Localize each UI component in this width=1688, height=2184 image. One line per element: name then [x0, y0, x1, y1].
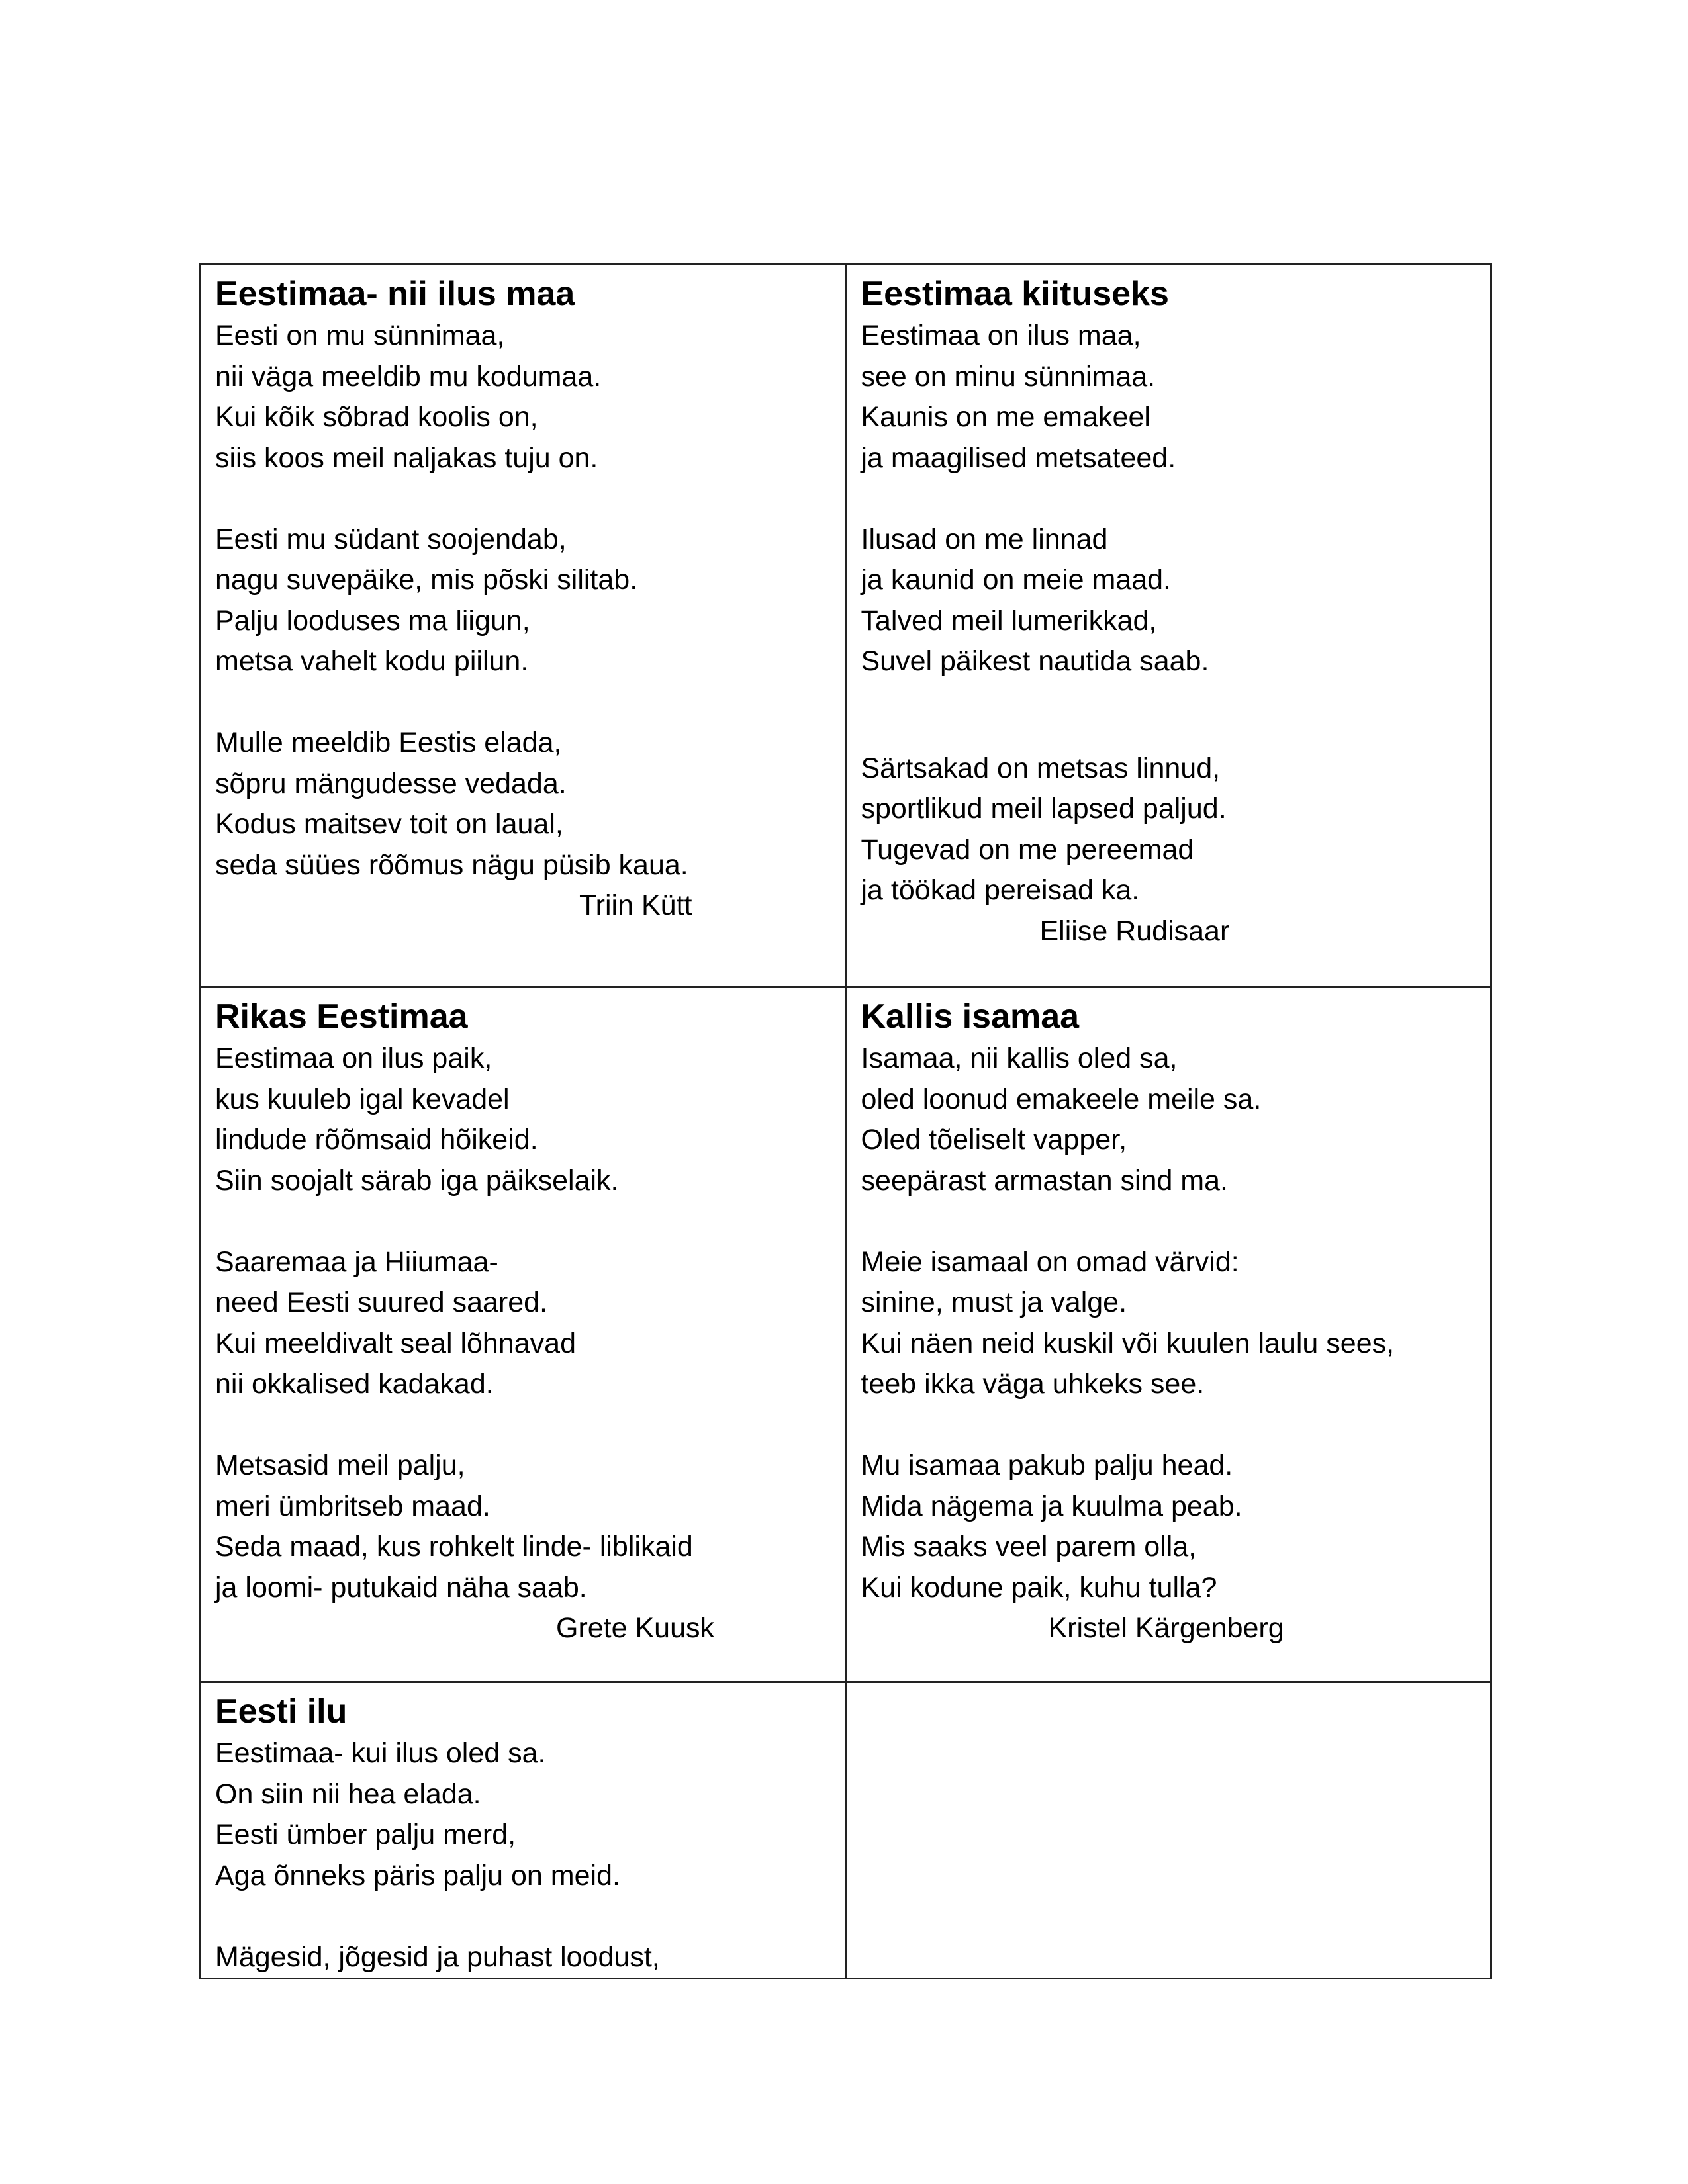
table-row	[200, 987, 1491, 1682]
poem-line: Eestimaa- kui ilus oled sa.	[215, 1737, 546, 1769]
poem-title: Kallis isamaa	[861, 997, 1080, 1036]
poem-title: Eestimaa kiituseks	[861, 275, 1169, 313]
poem-line: ja loomi- putukaid näha saab.	[215, 1571, 587, 1604]
poem-author: Grete Kuusk	[556, 1612, 714, 1644]
table-row	[200, 1682, 1491, 1979]
poem-line: Mis saaks veel parem olla,	[861, 1531, 1197, 1563]
poem-line: nagu suvepäike, mis põski silitab.	[215, 564, 638, 596]
poem-line: need Eesti suured saared.	[215, 1287, 547, 1318]
poem-line: Kui meeldivalt seal lõhnavad	[215, 1327, 576, 1359]
poem-line: Ilusad on me linnad	[861, 523, 1108, 555]
poem-cell	[200, 1682, 846, 1979]
poem-line: seepärast armastan sind ma.	[861, 1164, 1228, 1197]
poem-stanza	[215, 520, 830, 682]
poem-line: Tugevad on me pereemad	[861, 833, 1194, 866]
poem-stanza	[861, 316, 1476, 478]
poem-stanza	[215, 316, 830, 478]
poem-line: Metsasid meil palju,	[215, 1449, 465, 1481]
poem-title: Eesti ilu	[215, 1692, 348, 1731]
poem-line: Mu isamaa pakub palju head.	[861, 1449, 1233, 1481]
poem-line: Eesti mu südant soojendab,	[215, 523, 567, 555]
poem-line: Isamaa, nii kallis oled sa,	[861, 1042, 1178, 1074]
poem-author: Triin Kütt	[579, 889, 692, 921]
poem-line: Oled tõeliselt vapper,	[861, 1124, 1127, 1156]
poem-line: kus kuuleb igal kevadel	[215, 1083, 510, 1115]
poem-line: nii okkalised kadakad.	[215, 1368, 494, 1400]
poem-line: see on minu sünnimaa.	[861, 360, 1156, 392]
poem-line: ja maagilised metsateed.	[861, 441, 1176, 474]
poem-line: ja töökad pereisad ka.	[861, 874, 1140, 906]
poem-stanza	[215, 1038, 830, 1201]
poem-line: siis koos meil naljakas tuju on.	[215, 441, 598, 474]
poem-stanza	[215, 1445, 830, 1608]
poem-line: sinine, must ja valge.	[861, 1287, 1127, 1318]
poem-line: Kodus maitsev toit on laual,	[215, 808, 563, 840]
poem-line: Talved meil lumerikkad,	[861, 604, 1157, 637]
poem-stanza	[861, 1038, 1476, 1201]
poem-stanza	[215, 723, 830, 886]
poem-line: Palju looduses ma liigun,	[215, 604, 530, 637]
poem-stanza	[861, 749, 1476, 911]
table-row	[200, 265, 1491, 987]
poem-cell	[200, 987, 846, 1682]
poem-title: Eestimaa- nii ilus maa	[215, 275, 575, 313]
poem-stanza	[861, 1242, 1476, 1405]
poem-line: teeb ikka väga uhkeks see.	[861, 1368, 1205, 1400]
poem-author: Kristel Kärgenberg	[1048, 1612, 1284, 1644]
poem-line: Eestimaa on ilus paik,	[215, 1042, 492, 1074]
poem-cell	[845, 265, 1491, 987]
poem-line: Eestimaa on ilus maa,	[861, 320, 1141, 351]
poem-line: On siin nii hea elada.	[215, 1778, 481, 1810]
poem-line: Siin soojalt särab iga päikselaik.	[215, 1164, 619, 1197]
poem-line: Mida nägema ja kuulma peab.	[861, 1490, 1243, 1522]
poem-line: seda süües rõõmus nägu püsib kaua.	[215, 848, 688, 881]
poem-line: Kui kodune paik, kuhu tulla?	[861, 1571, 1217, 1604]
poem-line: meri ümbritseb maad.	[215, 1490, 491, 1522]
poem-line: Mulle meeldib Eestis elada,	[215, 727, 562, 758]
poem-line: Kui näen neid kuskil või kuulen laulu sees,	[861, 1327, 1395, 1359]
poems-table	[199, 263, 1492, 1979]
poem-stanza	[215, 1733, 830, 1896]
poem-line: Mägesid, jõgesid ja puhast loodust,	[215, 1940, 660, 1973]
poem-stanza	[215, 1242, 830, 1405]
poem-line: lindude rõõmsaid hõikeid.	[215, 1124, 538, 1156]
poem-line: Eesti ümber palju merd,	[215, 1819, 516, 1850]
poem-line: ja kaunid on meie maad.	[861, 564, 1172, 596]
poem-line: metsa vahelt kodu piilun.	[215, 645, 529, 677]
poem-cell	[845, 987, 1491, 1682]
poem-line: Särtsakad on metsas linnud,	[861, 752, 1221, 784]
poem-title: Rikas Eestimaa	[215, 997, 468, 1036]
poem-line: Kaunis on me emakeel	[861, 401, 1150, 433]
poem-line: sportlikud meil lapsed paljud.	[861, 793, 1227, 825]
poem-line: Kui kõik sõbrad koolis on,	[215, 401, 538, 433]
poem-line: Saaremaa ja Hiiumaa-	[215, 1246, 498, 1278]
poem-line: oled loonud emakeele meile sa.	[861, 1083, 1262, 1115]
poem-line: Eesti on mu sünnimaa,	[215, 320, 505, 351]
poem-line: sõpru mängudesse vedada.	[215, 767, 567, 799]
poem-line: Meie isamaal on omad värvid:	[861, 1246, 1239, 1278]
poem-line: nii väga meeldib mu kodumaa.	[215, 360, 602, 392]
empty-cell	[845, 1682, 1491, 1979]
poem-line: Seda maad, kus rohkelt linde- liblikaid	[215, 1531, 693, 1563]
poem-line: Suvel päikest nautida saab.	[861, 645, 1209, 677]
poem-author: Eliise Rudisaar	[1039, 915, 1230, 947]
poem-stanza	[215, 1937, 830, 1978]
poem-line: Aga õnneks päris palju on meid.	[215, 1859, 620, 1891]
poem-cell	[200, 265, 846, 987]
poem-stanza	[861, 520, 1476, 682]
poem-stanza	[861, 1445, 1476, 1608]
